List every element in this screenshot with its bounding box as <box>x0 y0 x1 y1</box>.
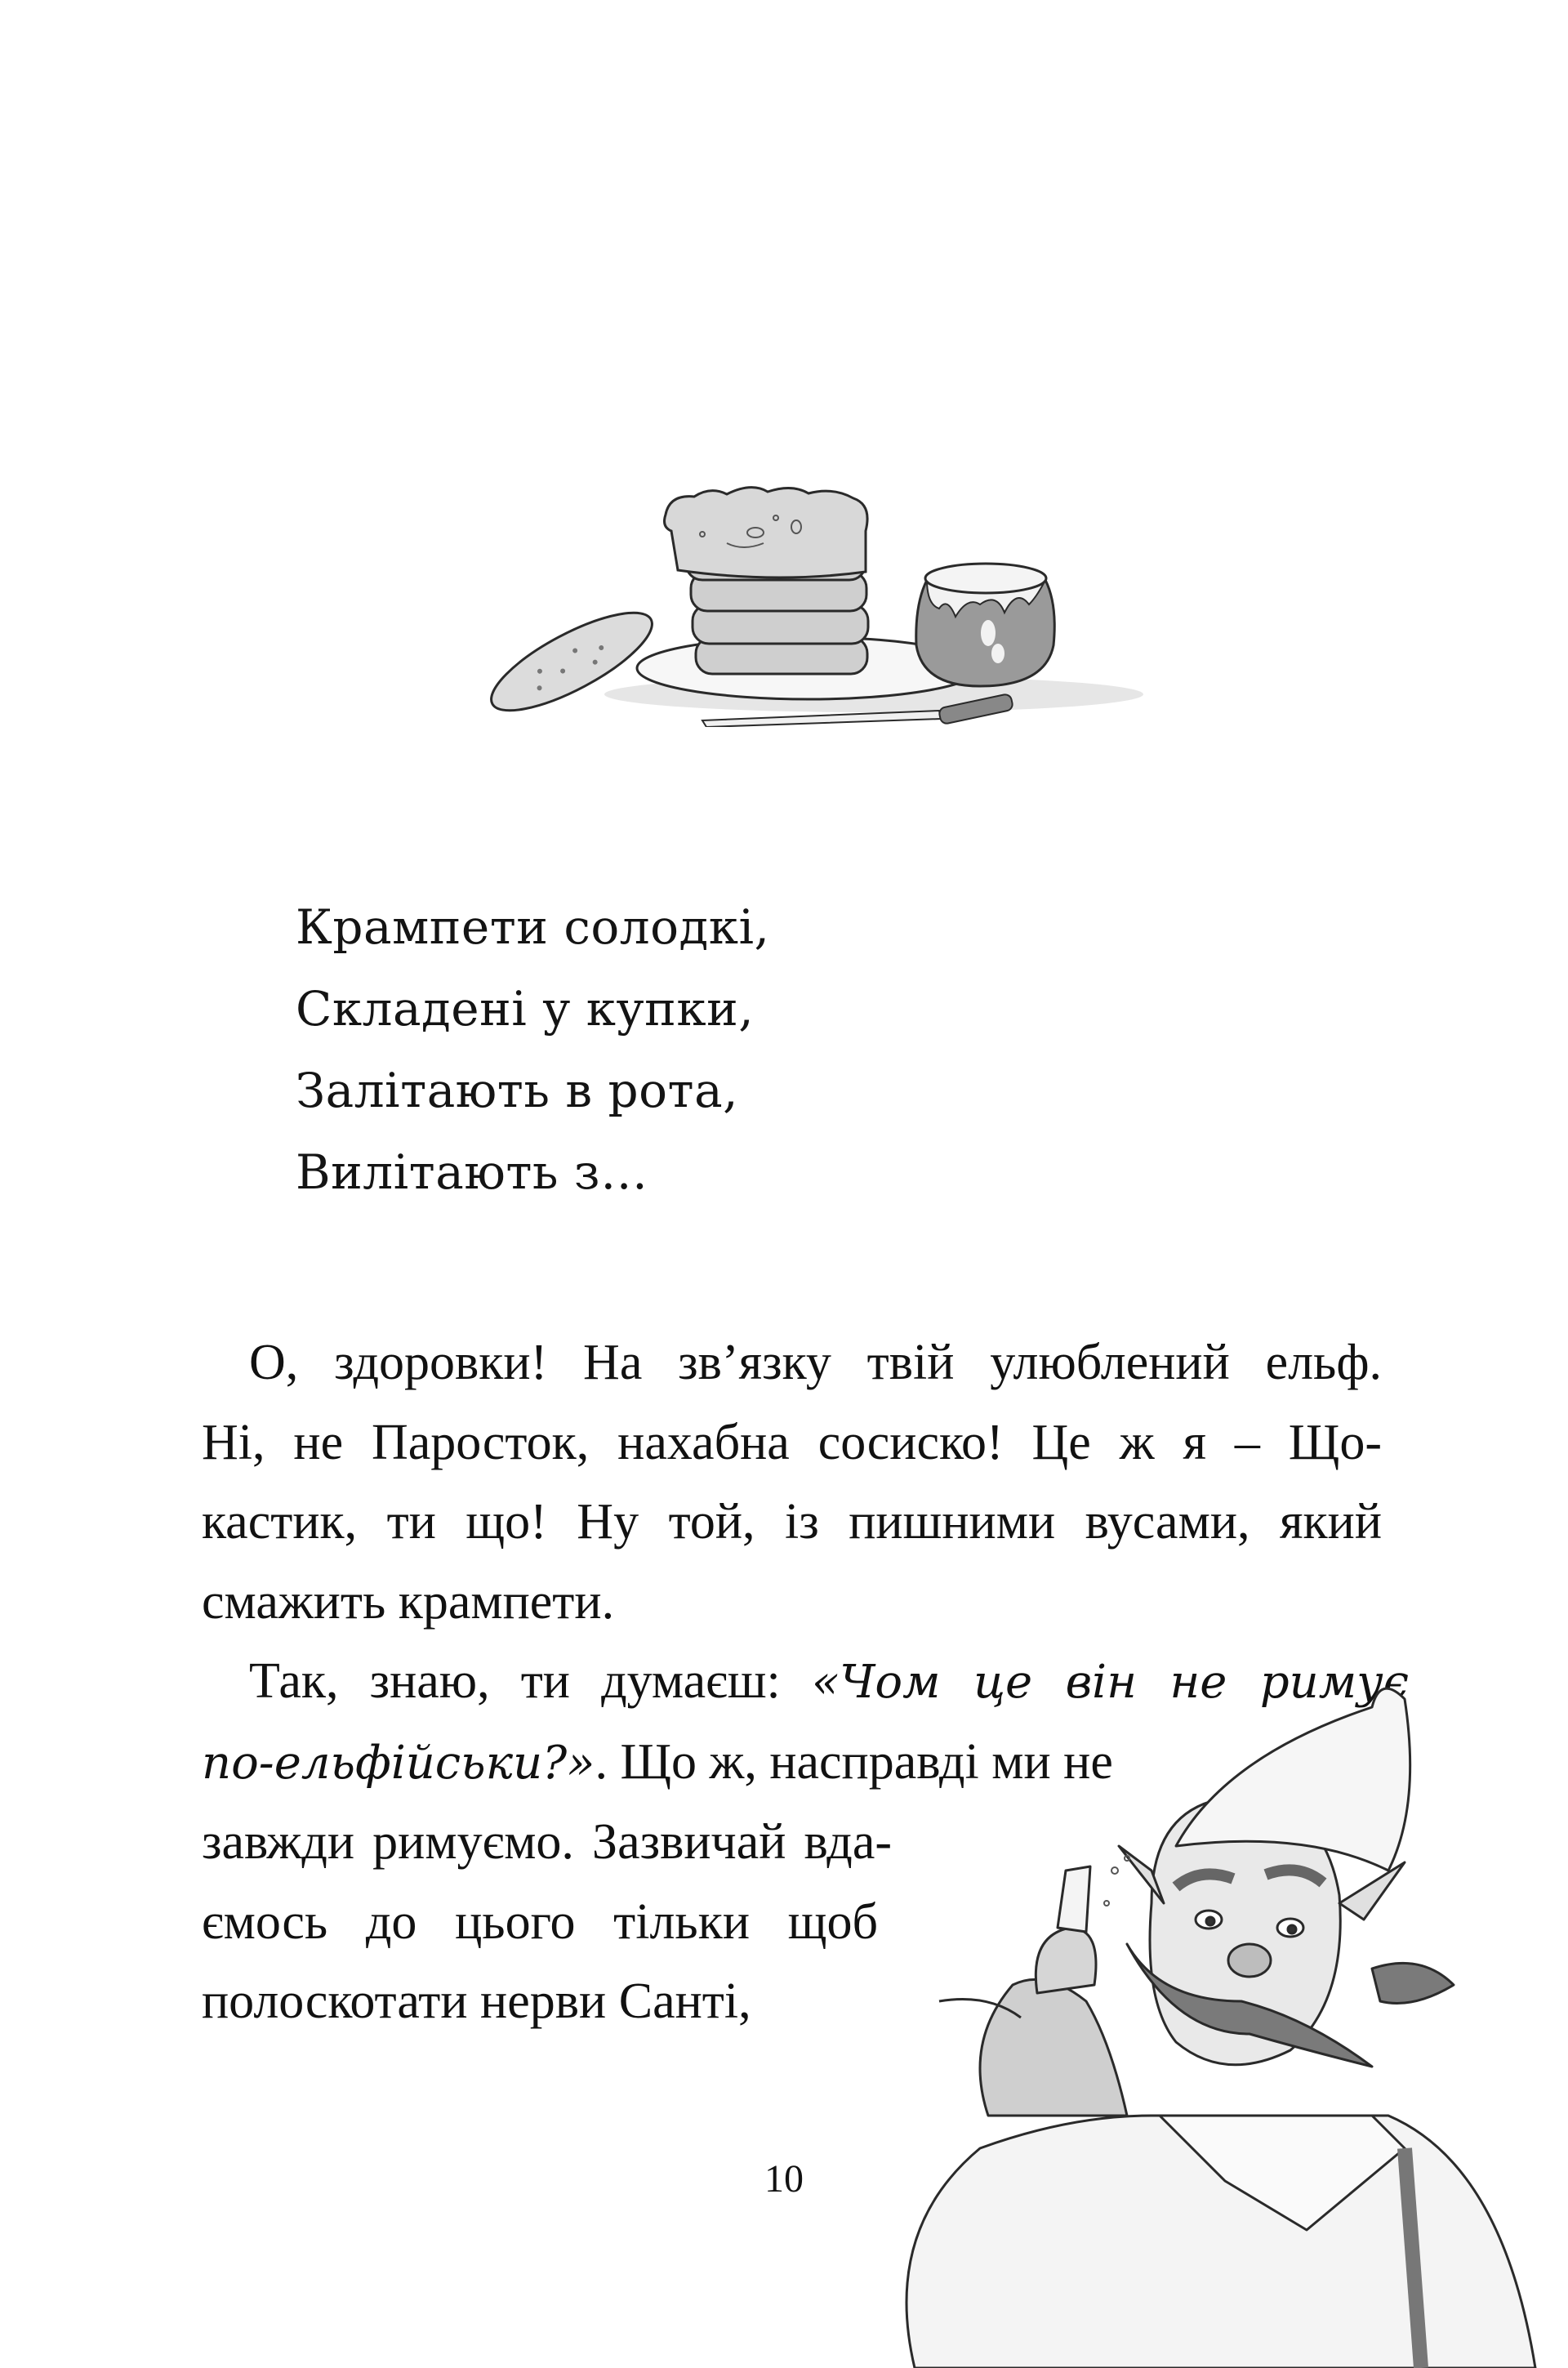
prose-line: ємось до цього тільки щоб <box>202 1893 878 1950</box>
italic-quote: по-ельфійськи?» <box>202 1736 595 1790</box>
poem-block <box>296 886 770 1213</box>
italic-quote: «Чом це він не римує <box>811 1656 1410 1709</box>
prose-line: смажить крампети. <box>202 1573 615 1630</box>
poem-line: Складені у купки, <box>296 981 755 1037</box>
prose-line <box>202 1723 1113 1804</box>
prose-line: О, здоровки! На зв’язку твій улюблений ельф. <box>249 1335 1382 1390</box>
prose-line: завжди римуємо. Зазвичай вда- <box>202 1814 892 1870</box>
prose-line: Ні, не Паросток, нахабна сосиско! Це ж я – Що- <box>202 1414 1382 1470</box>
prose-text: . Що ж, насправді ми не <box>595 1733 1113 1790</box>
crumpets-illustration <box>482 482 1168 727</box>
elf-illustration <box>882 1658 1568 2368</box>
prose-line: полоскотати нерви Санті, <box>202 1973 751 2029</box>
prose-line: кастик, ти що! Ну той, із пишними вусами, який <box>202 1494 1382 1550</box>
prose-text: Так, знаю, ти думаєш: <box>249 1653 812 1709</box>
poem-line: Залітають в рота, <box>296 1063 739 1118</box>
poem-line: Вилітають з… <box>296 1144 648 1200</box>
page-number: 10 <box>764 2157 804 2201</box>
poem-line: Крампети солодкі, <box>296 899 770 955</box>
